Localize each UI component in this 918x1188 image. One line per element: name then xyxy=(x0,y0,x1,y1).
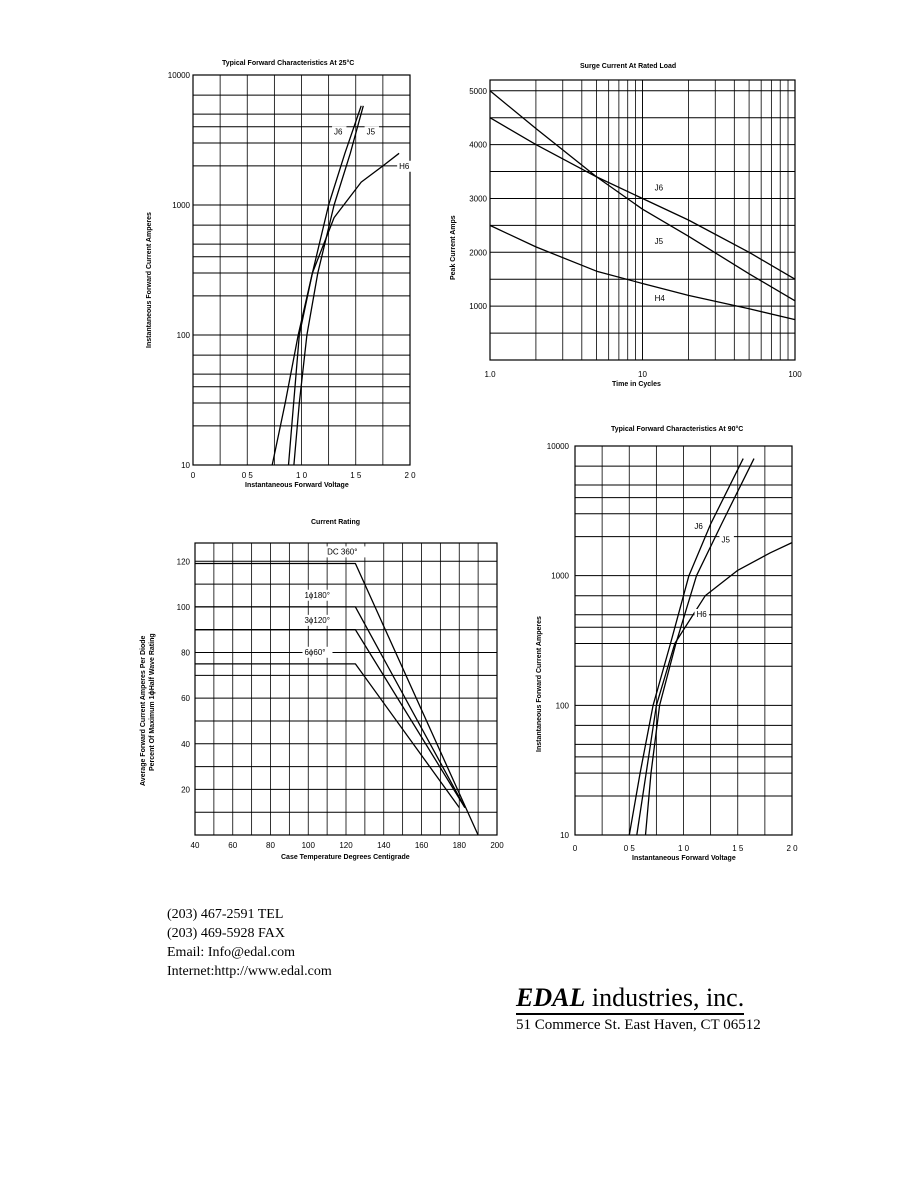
chart-fwd90-ylabel: Instantaneous Forward Current Amperes xyxy=(536,616,543,752)
chart-surge-ytick-label: 5000 xyxy=(469,86,487,96)
contact-email[interactable]: Email: Info@edal.com xyxy=(167,945,295,960)
chart-fwd25-ytick-label: 100 xyxy=(176,331,190,340)
chart-fwd90-xtick-label: 0 xyxy=(572,844,578,853)
company-block xyxy=(516,983,761,1034)
chart-rating-group xyxy=(177,543,505,850)
chart-fwd25-ylabel: Instantaneous Forward Current Amperes xyxy=(146,212,153,348)
chart-rating-series-label: 6ϕ60° xyxy=(304,647,326,657)
chart-surge-ytick-label: 1000 xyxy=(469,302,487,312)
company-address: 51 Commerce St. East Haven, CT 06512 xyxy=(516,1017,761,1033)
chart-fwd90-group xyxy=(547,442,798,853)
chart-surge-xtick-label: 100 xyxy=(788,370,802,379)
chart-fwd90-ytick-label: 1000 xyxy=(551,571,569,581)
chart-surge-title: Surge Current At Rated Load xyxy=(580,63,677,70)
contact-block xyxy=(167,905,332,981)
chart-rating-series-label: 1ϕ180° xyxy=(304,590,330,600)
chart-fwd90-series-label: J6 xyxy=(694,521,703,531)
chart-rating-ytick-label: 100 xyxy=(176,602,190,612)
chart-surge-series-label: J5 xyxy=(654,237,664,247)
chart-fwd25-xtick-label: 0 5 xyxy=(241,471,253,480)
chart-fwd90-xtick-label: 0 5 xyxy=(623,844,635,853)
chart-fwd90-xtick-label: 1 5 xyxy=(732,844,744,853)
chart-rating-xtick-label: 120 xyxy=(339,841,353,850)
chart-rating-ylabel2: Percent Of Maximum 1ϕHalf Wave Rating xyxy=(149,633,156,771)
chart-fwd90-xtick-label: 2 0 xyxy=(786,844,798,853)
chart-fwd90-xtick-label: 1 0 xyxy=(677,844,690,853)
chart-rating-ytick-label: 120 xyxy=(176,557,190,567)
chart-fwd25-series-label: J5 xyxy=(366,127,376,137)
company-name-rest: industries, inc. xyxy=(585,983,745,1012)
chart-rating-xtick-label: 200 xyxy=(490,841,504,850)
chart-rating-title: Current Rating xyxy=(311,519,360,526)
chart-surge-ylabel: Peak Current Amps xyxy=(450,215,457,280)
chart-fwd25-group xyxy=(168,71,416,480)
chart-surge-xlabel: Time in Cycles xyxy=(612,381,661,388)
chart-fwd90-title: Typical Forward Characteristics At 90°C xyxy=(611,426,744,433)
chart-fwd90-ytick-label: 10 xyxy=(560,831,569,840)
chart-rating-series-label: 3ϕ120° xyxy=(304,615,330,625)
chart-fwd25-ytick-label: 10 xyxy=(181,461,190,470)
chart-rating-xtick-label: 180 xyxy=(452,841,466,850)
chart-fwd25-title: Typical Forward Characteristics At 25°C xyxy=(222,60,355,67)
chart-rating-xtick-label: 40 xyxy=(190,841,200,850)
chart-fwd25-series-label: J6 xyxy=(334,127,343,137)
chart-surge-series-label: J6 xyxy=(654,183,664,193)
chart-rating-ytick-label: 80 xyxy=(181,648,190,658)
chart-fwd25-xtick-label: 0 xyxy=(190,471,196,480)
contact-tel: (203) 467-2591 TEL xyxy=(167,907,284,922)
chart-rating-ytick-label: 20 xyxy=(181,785,190,795)
chart-surge-group xyxy=(469,80,802,379)
chart-fwd25-series-label: H6 xyxy=(399,161,410,171)
chart-fwd90-ytick-label: 10000 xyxy=(546,442,569,451)
chart-surge-xtick-label: 10 xyxy=(638,370,647,379)
chart-fwd25-xtick-label: 2 0 xyxy=(404,471,416,480)
chart-rating-series-dc360 xyxy=(195,564,478,836)
chart-rating-xlabel: Case Temperature Degrees Centigrade xyxy=(281,854,410,861)
chart-fwd90-series-label: H6 xyxy=(696,609,707,619)
chart-fwd25-ytick-label: 10000 xyxy=(167,71,190,80)
chart-fwd25-xtick-label: 1 0 xyxy=(295,471,308,480)
chart-surge-series-label: H4 xyxy=(654,293,665,303)
chart-surge-xtick-label: 1.0 xyxy=(484,370,496,379)
chart-rating-ylabel: Average Forward Current Amperes Per Diode xyxy=(140,635,147,786)
chart-rating-xtick-label: 160 xyxy=(414,841,429,850)
chart-rating-xtick-label: 60 xyxy=(228,841,238,850)
company-name-bold: EDAL xyxy=(516,983,586,1012)
chart-fwd90-series-h6 xyxy=(637,543,792,835)
chart-rating-xtick-label: 140 xyxy=(377,841,391,850)
chart-surge-ytick-label: 2000 xyxy=(469,248,487,258)
chart-rating-xtick-label: 100 xyxy=(301,841,315,850)
contact-internet[interactable]: Internet:http://www.edal.com xyxy=(167,964,332,979)
chart-rating-ytick-label: 60 xyxy=(181,694,190,704)
chart-fwd90-ytick-label: 100 xyxy=(555,701,569,711)
company-name xyxy=(516,983,744,1015)
chart-fwd90-series-label: J5 xyxy=(721,535,730,545)
chart-fwd25-xlabel: Instantaneous Forward Voltage xyxy=(245,482,349,489)
contact-fax: (203) 469-5928 FAX xyxy=(167,926,285,941)
chart-fwd90-xlabel: Instantaneous Forward Voltage xyxy=(632,855,736,862)
chart-fwd25-xtick-label: 1 5 xyxy=(350,471,362,480)
chart-rating-series-1180 xyxy=(195,607,465,808)
chart-surge-ytick-label: 4000 xyxy=(469,140,487,150)
chart-rating-series-label: DC 360° xyxy=(327,547,358,557)
chart-fwd25-ytick-label: 1000 xyxy=(172,201,190,210)
chart-rating-xtick-label: 80 xyxy=(266,841,275,850)
chart-surge-ytick-label: 3000 xyxy=(469,194,487,204)
chart-rating-ytick-label: 40 xyxy=(181,739,190,749)
